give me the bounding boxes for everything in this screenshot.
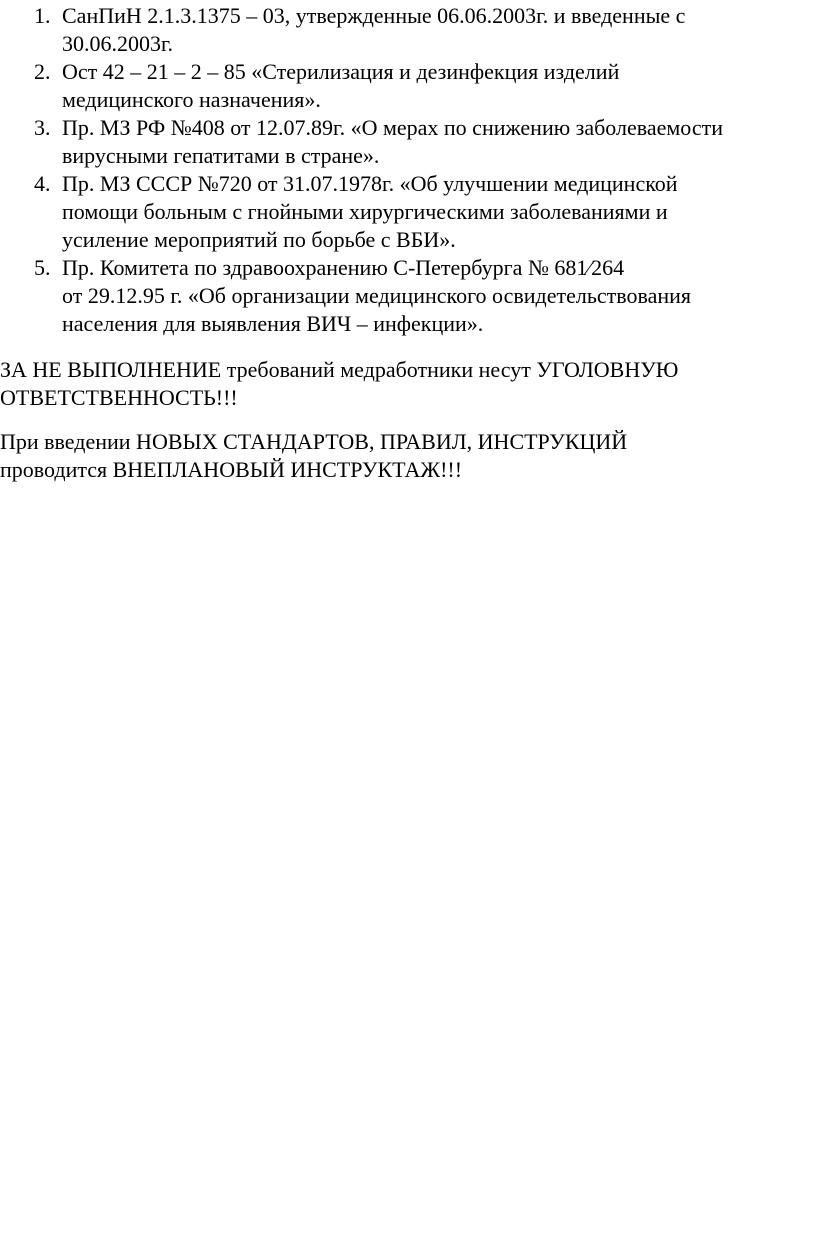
reference-line: Пр. МЗ СССР №720 от 31.07.1978г. «Об улучшении медицинской: [62, 171, 678, 196]
liability-warning-paragraph: [0, 356, 810, 412]
reference-item-5: [0, 254, 810, 338]
reference-line: Пр. Комитета по здравоохранению С-Петербурга № 681⁄264: [62, 255, 625, 280]
reference-text: [62, 170, 810, 254]
reference-list: [0, 2, 810, 338]
reference-line: медицинского назначения».: [62, 87, 321, 112]
reference-number: 4.: [34, 171, 51, 196]
reference-text: [62, 58, 810, 114]
reference-item-3: [0, 114, 810, 170]
reference-line: помощи больным с гнойными хирургическими заболеваниями и: [62, 199, 668, 224]
reference-item-2: [0, 58, 810, 114]
reference-line: усиление мероприятий по борьбе с ВБИ».: [62, 227, 456, 252]
briefing-notice-paragraph: [0, 428, 810, 484]
reference-text: [62, 2, 810, 58]
reference-line: СанПиН 2.1.3.1375 – 03, утвержденные 06.06.2003г. и введенные с: [62, 3, 686, 28]
reference-number: 5.: [34, 255, 51, 280]
paragraph-line: ОТВЕТСТВЕННОСТЬ!!!: [0, 385, 238, 410]
reference-line: от 29.12.95 г. «Об организации медицинского освидетельствования: [62, 283, 692, 308]
reference-number: 2.: [34, 59, 51, 84]
reference-line: населения для выявления ВИЧ – инфекции».: [62, 311, 484, 336]
reference-line: вирусными гепатитами в стране».: [62, 143, 380, 168]
reference-text: [62, 254, 810, 338]
reference-item-4: [0, 170, 810, 254]
paragraph-line: При введении НОВЫХ СТАНДАРТОВ, ПРАВИЛ, ИНСТРУКЦИЙ: [0, 429, 628, 454]
reference-text: [62, 114, 810, 170]
reference-number: 1.: [34, 3, 51, 28]
reference-item-1: [0, 2, 810, 58]
reference-line: Ост 42 – 21 – 2 – 85 «Стерилизация и дезинфекция изделий: [62, 59, 620, 84]
reference-line: 30.06.2003г.: [62, 31, 174, 56]
reference-line: Пр. МЗ РФ №408 от 12.07.89г. «О мерах по снижению заболеваемости: [62, 115, 723, 140]
paragraph-line: ЗА НЕ ВЫПОЛНЕНИЕ требований медработники несут УГОЛОВНУЮ: [0, 357, 679, 382]
reference-number: 3.: [34, 115, 51, 140]
paragraph-line: проводится ВНЕПЛАНОВЫЙ ИНСТРУКТАЖ!!!: [0, 457, 463, 482]
